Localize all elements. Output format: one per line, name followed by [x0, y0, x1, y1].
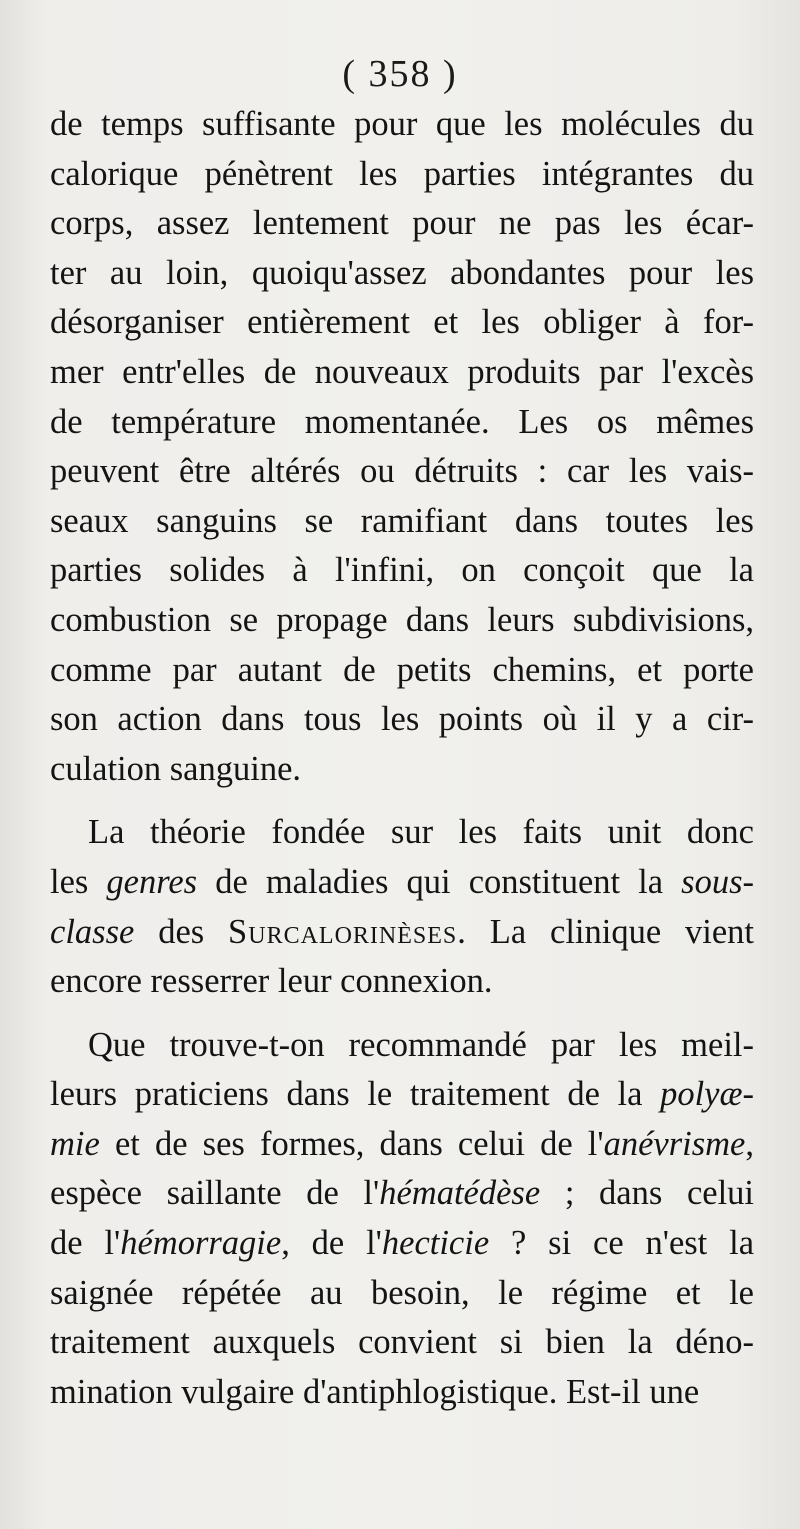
text-line: [50, 1169, 754, 1219]
text-line: [50, 1219, 754, 1269]
text-line: [50, 646, 754, 696]
text-line: [50, 348, 754, 398]
text-run: peuvent être altérés ou détruits : car les vais-: [50, 452, 754, 491]
text-line: [50, 1368, 754, 1418]
text-line: [50, 1318, 754, 1368]
text-run: combustion se propage dans leurs subdivisions,: [50, 600, 754, 639]
italic-term: anévrisme: [603, 1124, 746, 1163]
text-run: corps, assez lentement pour ne pas les écar-: [50, 204, 754, 243]
text-run: les: [50, 862, 107, 901]
paragraph: [50, 100, 754, 794]
text-line: [50, 298, 754, 348]
text-run: leurs praticiens dans le traitement de la: [50, 1075, 661, 1114]
text-line: [50, 497, 754, 547]
italic-term: hématédèse: [379, 1174, 541, 1213]
text-run: désorganiser entièrement et les obliger à for-: [50, 303, 754, 342]
text-run: . La clinique vient: [457, 912, 754, 951]
text-line: [50, 249, 754, 299]
italic-term: classe: [50, 912, 135, 951]
paragraph-gap: [50, 1007, 754, 1021]
text-line: [50, 808, 754, 858]
text-run: ? si ce n'est la: [489, 1224, 755, 1263]
text-line: [50, 858, 754, 908]
italic-term: sous-: [681, 862, 754, 901]
italic-term: genres: [106, 862, 198, 901]
small-caps-term: Surcalorinèses: [228, 912, 458, 951]
text-run: de maladies qui constituent la: [197, 862, 682, 901]
text-run: son action dans tous les points où il y a cir-: [50, 700, 754, 739]
text-line: [50, 546, 754, 596]
text-run: mer entr'elles de nouveaux produits par l'excès: [50, 352, 754, 391]
text-run: ,: [745, 1124, 754, 1163]
italic-term: hecticie: [381, 1224, 490, 1263]
text-line: [50, 1070, 754, 1120]
text-run: comme par autant de petits chemins, et porte: [50, 650, 754, 689]
text-run: mination vulgaire d'antiphlogistique. Est-il une: [50, 1372, 700, 1411]
paragraph: [50, 1021, 754, 1418]
text-run: ; dans celui: [540, 1174, 754, 1213]
text-line: [50, 1120, 754, 1170]
text-line: [50, 908, 754, 958]
text-run: de l': [50, 1224, 121, 1263]
text-run: culation sanguine.: [50, 749, 302, 788]
text-line: [50, 596, 754, 646]
italic-term: mie: [50, 1124, 100, 1163]
text-run: saignée répétée au besoin, le régime et le: [50, 1273, 754, 1312]
text-run: et de ses formes, dans celui de l': [99, 1124, 604, 1163]
text-run: Que trouve-t-on recommandé par les meil-: [88, 1025, 754, 1064]
text-line: [50, 447, 754, 497]
text-run: parties solides à l'infini, on conçoit que la: [50, 551, 754, 590]
text-line: [50, 957, 754, 1007]
italic-term: polyæ-: [660, 1075, 754, 1114]
text-run: traitement auxquels convient si bien la déno-: [50, 1323, 754, 1362]
text-line: [50, 1021, 754, 1071]
text-line: [50, 100, 754, 150]
text-run: , de l': [281, 1224, 382, 1263]
text-run: de température momentanée. Les os mêmes: [50, 402, 754, 441]
text-run: ter au loin, quoiqu'assez abondantes pour les: [50, 253, 754, 292]
text-run: calorique pénètrent les parties intégrantes du: [50, 154, 754, 193]
text-line: [50, 150, 754, 200]
text-line: [50, 695, 754, 745]
text-run: des: [134, 912, 229, 951]
page-number: ( 358 ): [342, 53, 458, 95]
text-run: seaux sanguins se ramifiant dans toutes les: [50, 501, 754, 540]
body-text: [50, 100, 754, 1417]
italic-term: hémorragie: [120, 1224, 282, 1263]
text-line: [50, 745, 754, 795]
text-run: La théorie fondée sur les faits unit donc: [88, 813, 754, 852]
text-run: de temps suffisante pour que les molécules du: [50, 105, 754, 143]
paragraph-gap: [50, 794, 754, 808]
text-line: [50, 1269, 754, 1319]
text-line: [50, 398, 754, 448]
text-run: encore resserrer leur connexion.: [50, 962, 493, 1001]
text-line: [50, 199, 754, 249]
paragraph: [50, 808, 754, 1006]
text-run: espèce saillante de l': [50, 1174, 380, 1213]
